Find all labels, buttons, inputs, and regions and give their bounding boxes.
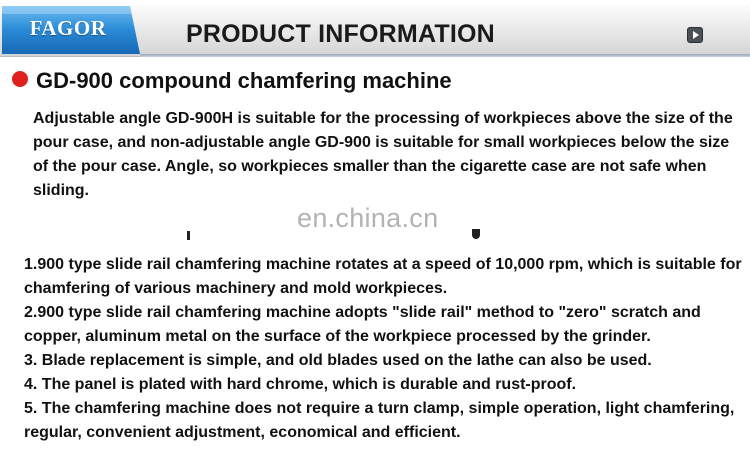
brand-logo [2,6,134,54]
brand-name: FAGOR [29,16,107,40]
watermark: en.china.cn [297,203,439,233]
header-rule [140,54,750,57]
play-icon[interactable] [687,27,703,43]
feature-item: 4. The panel is plated with hard chrome, which is durable and rust-proof. [24,376,577,393]
product-title: GD-900 compound chamfering machine [36,68,452,93]
feature-item: 5. The chamfering machine does not require a turn clamp, simple operation, light chamfering, regular, convenient adjustment, economical and efficient. [24,400,735,441]
red-bullet-icon [12,71,28,87]
product-intro: Adjustable angle GD-900H is suitable for the processing of workpieces above the size of the pour case, and non-adjustable angle GD-900 is suitable for small workpieces below the size of the pour case. Angle, so workpieces smaller than the cigarette case are not safe when sliding. [33,110,733,199]
section-title: PRODUCT INFORMATION [186,20,495,48]
feature-item: 2.900 type slide rail chamfering machine adopts "slide rail" method to "zero" scratch and copper, aluminum metal on the surface of the workpiece processed by the grinder. [24,304,701,345]
feature-list [24,253,744,445]
stray-mark [472,229,480,239]
feature-item: 3. Blade replacement is simple, and old blades used on the lathe can also be used. [24,352,652,369]
stray-mark [187,231,190,240]
feature-item: 1.900 type slide rail chamfering machine rotates at a speed of 10,000 rpm, which is suitable for chamfering of various machinery and mold workpieces. [24,256,742,297]
